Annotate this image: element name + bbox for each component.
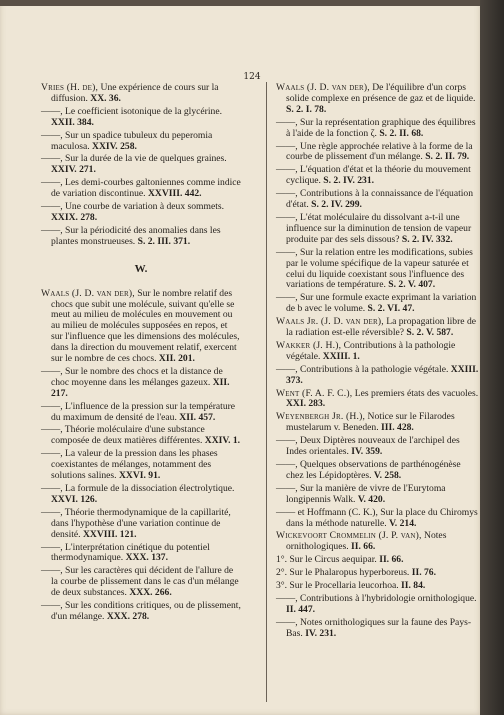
entry-title: ——, L'influence de la pression sur la température du maximum de densité de l'eau.: [41, 400, 236, 423]
index-entry: [276, 484, 480, 506]
author-name: Weyenbergh Jr. (H.),: [276, 411, 366, 423]
entry-title: ——, Deux Diptères nouveaux de l'archipel des Indes orientales.: [276, 435, 460, 458]
index-entry: [41, 543, 241, 565]
entry-title: ——, Les demi-courbes galtoniennes comme indice de variation discontinue.: [41, 177, 241, 200]
volume-reference: II. 66.: [379, 554, 404, 566]
index-entry: [276, 248, 480, 292]
entry-title: ——, Sur la relation entre les modifications, subies par le volume spécifique de la vapeur saturée et celui du liquide coexistant sous l'influence des variations de température.: [276, 246, 473, 291]
entry-title: ——, Contributions à la connaissance de l'équation d'état.: [276, 188, 474, 211]
entries-w: [41, 289, 241, 623]
volume-reference: XXVIII. 121.: [82, 528, 137, 540]
volume-reference: S. 2. VI. 47.: [367, 303, 415, 315]
index-entry: [41, 449, 241, 482]
index-entry: [276, 581, 480, 592]
volume-reference: XXII. 384.: [51, 116, 94, 128]
volume-reference: XXIV. 271.: [51, 164, 96, 176]
volume-reference: S. 2. II. 79.: [425, 151, 470, 163]
entry-title: ——, Sur une formule exacte exprimant la variation de b avec le volume.: [276, 292, 477, 315]
index-entry: [41, 131, 241, 153]
entry-title: Notes ornithologiques.: [286, 530, 447, 553]
volume-reference: S. 2. I. 78.: [286, 103, 327, 115]
index-entry: [276, 555, 480, 566]
index-entry: [276, 618, 480, 640]
section-heading-w: W.: [134, 262, 148, 275]
book-edge: [480, 0, 504, 715]
volume-reference: XXI. 283.: [286, 398, 326, 410]
index-entry: [276, 165, 480, 187]
entry-title: La propagation libre de la radiation est-elle réversible?: [286, 316, 477, 339]
author-name: Wickevoort Crommelin (J. P. van),: [276, 530, 422, 542]
index-entry: [276, 142, 480, 164]
volume-reference: XXIV. 1.: [204, 435, 241, 447]
index-entry: [41, 226, 241, 248]
volume-reference: V. 258.: [373, 469, 402, 481]
index-entry: [41, 202, 241, 224]
index-entry: [276, 365, 480, 387]
entry-title: 1°. Sur le Circus aequipar.: [276, 554, 380, 566]
volume-reference: XXIX. 278.: [51, 211, 98, 223]
entry-title: 2°. Sur le Phalaropus hyperboreus.: [276, 567, 412, 579]
entry-title: ——, Une courbe de variation à deux sommets.: [41, 201, 225, 213]
volume-reference: XXX. 278.: [106, 610, 150, 622]
volume-reference: S. 2. IV. 231.: [323, 175, 375, 187]
index-entry: [41, 154, 241, 176]
author-name: Went (F. A. F. C.),: [276, 387, 353, 399]
entry-title: ——, Sur les conditions critiques, ou de plissement, d'un mélange.: [41, 600, 241, 622]
volume-reference: V. 214.: [389, 517, 417, 529]
entry-title: ——, Notes ornithologiques sur la faune des Pays-Bas.: [276, 616, 472, 639]
volume-reference: XII. 201.: [158, 353, 195, 365]
volume-reference: IV. 231.: [305, 627, 337, 639]
index-entry: [41, 178, 241, 200]
entry-title: Notice sur le Filarodes mustelarum v. Beneden.: [286, 411, 455, 434]
entry-title: Contributions à la pathologie végétale.: [286, 339, 456, 362]
page-number: 124: [243, 72, 261, 82]
entries-v: [41, 83, 241, 248]
right-column: [276, 83, 480, 642]
index-entry: [276, 213, 480, 246]
entry-title: ——, Sur les caractères qui décident de l'allure de la courbe de plissement dans le cas d'un mélange de deux substances.: [41, 565, 239, 599]
index-entry: [276, 293, 480, 315]
entry-title: ——, Une règle approchée relative à la forme de la courbe de plissement d'un mélange.: [276, 140, 473, 163]
volume-reference: XXVI. 126.: [51, 493, 98, 505]
volume-reference: S. 2. II. 68.: [379, 127, 424, 139]
index-entry: [41, 484, 241, 506]
volume-reference: III. 428.: [381, 422, 414, 434]
entry-title: ——, L'équation d'état et la théorie du mouvement cyclique.: [276, 164, 471, 187]
volume-reference: XXVIII. 442.: [147, 188, 202, 200]
entry-title: ——, Sur un spadice tubuleux du peperomia maculosa.: [41, 129, 213, 152]
index-entry: [276, 83, 480, 116]
volume-reference: S. 2. IV. 332.: [401, 233, 453, 245]
index-entry: [276, 189, 480, 211]
index-entry: [276, 594, 480, 616]
volume-reference: XXIII. 373.: [286, 363, 479, 386]
volume-reference: S. 2. III. 371.: [137, 235, 191, 247]
author-name: Waals (J. D. van der),: [276, 82, 370, 93]
volume-reference: II. 66.: [351, 541, 376, 553]
index-entry: [276, 389, 480, 411]
volume-reference: XX. 36.: [90, 92, 121, 104]
volume-reference: V. 420.: [357, 493, 386, 505]
index-entry: [276, 508, 480, 530]
entry-title: 3°. Sur le Procellaria leucorhoa.: [276, 580, 402, 592]
volume-reference: II. 84.: [401, 580, 426, 592]
volume-reference: II. 447.: [286, 603, 316, 615]
volume-reference: S. 2. V. 587.: [406, 327, 454, 339]
author-name: Waals (J. D. van der),: [41, 287, 135, 299]
volume-reference: XII. 457.: [179, 411, 216, 423]
entry-title: De l'équilibre d'un corps solide complexe en présence de gaz et de liquide.: [286, 82, 476, 104]
index-entry: [276, 412, 480, 434]
index-entry: [41, 425, 241, 447]
left-column: [41, 83, 241, 625]
entry-title: ——, Sur la périodicité des anomalies dans les plantes monstrueuses.: [41, 224, 221, 247]
index-entry: [276, 317, 480, 339]
entries-w-cont: [276, 83, 480, 640]
index-entry: [41, 289, 241, 365]
entry-title: ——, Sur la manière de vivre de l'Eurytoma longipennis Walk.: [276, 482, 446, 505]
index-entry: [276, 436, 480, 458]
volume-reference: XXX. 266.: [129, 587, 172, 599]
column-divider: [266, 82, 267, 702]
volume-reference: XII. 217.: [51, 376, 230, 399]
entry-title: —— et Hoffmann (C. K.), Sur la place du Chiromys dans la méthode naturelle.: [276, 506, 478, 529]
entry-title: ——, Sur la représentation graphique des équilibres à l'aide de la fonction ζ.: [276, 116, 476, 139]
index-entry: [276, 341, 480, 363]
volume-reference: IV. 359.: [351, 446, 383, 458]
index-entry: [41, 601, 241, 623]
entry-title: ——, L'interprétation cinétique du potentiel thermodynamique.: [41, 541, 210, 564]
entry-title: ——, Contributions à l'hybridologie ornithologique.: [276, 592, 477, 604]
author-name: Wakker (J. H.),: [276, 339, 342, 351]
volume-reference: S. 2. V. 407.: [388, 279, 436, 291]
index-entry: [276, 568, 480, 579]
entry-title: ——, Contributions à la pathologie végétale.: [276, 363, 451, 375]
entry-title: ——, Sur la durée de la vie de quelques graines.: [41, 153, 227, 165]
index-entry: [41, 83, 241, 105]
entry-title: ——, L'état moléculaire du dissolvant a-t-il une influence sur la diminution de tension de vapeur produite par des sels dissous?: [276, 211, 472, 245]
volume-reference: XXIV. 258.: [92, 140, 137, 152]
author-name: Waals Jr. (J. D. van der),: [276, 316, 384, 328]
index-entry: [276, 118, 480, 140]
entry-title: Les premiers états des vacuoles.: [352, 387, 479, 399]
entry-title: Sur le nombre relatif des chocs que subit une molécule, suivant qu'elle se meut au milieu de molécules en mouvement ou au milieu de molécules supposées en repos, et sur l'influence que les dimensions des molécules, dans la direction du mouvement relatif, exercent sur le nombre de ces chocs.: [51, 287, 240, 365]
index-entry: [41, 402, 241, 424]
index-entry: [276, 460, 480, 482]
entry-title: ——, Le coefficient isotonique de la glycérine.: [41, 105, 222, 117]
index-entry: [276, 531, 480, 553]
index-entry: [41, 566, 241, 599]
entry-title: ——, La valeur de la pression dans les phases coexistantes de mélanges, notamment des solutions salines.: [41, 448, 218, 482]
entry-title: Une expérience de cours sur la diffusion.: [51, 82, 219, 104]
index-entry: [41, 367, 241, 400]
volume-reference: II. 76.: [411, 567, 436, 579]
top-band: [0, 0, 480, 6]
index-entry: [41, 107, 241, 129]
entry-title: ——, Quelques observations de parthénogénèse chez les Lépidoptères.: [276, 459, 461, 481]
index-entry: [41, 508, 241, 541]
entry-title: ——, Théorie thermodynamique de la capillarité, dans l'hypothèse d'une variation continue de densité.: [41, 506, 231, 540]
volume-reference: XXVI. 91.: [118, 470, 161, 482]
entry-title: ——, Sur le nombre des chocs et la distance de choc moyenne dans les mélanges gazeux.: [41, 365, 223, 388]
entry-title: ——, La formule de la dissociation électrolytique.: [41, 483, 235, 494]
volume-reference: S. 2. IV. 299.: [311, 199, 362, 211]
author-name: Vries (H. de),: [41, 82, 99, 93]
entry-title: ——, Théorie moléculaire d'une substance composée de deux matières différentes.: [41, 424, 205, 447]
volume-reference: XXIII. 1.: [322, 350, 360, 362]
volume-reference: XXX. 137.: [125, 552, 168, 564]
